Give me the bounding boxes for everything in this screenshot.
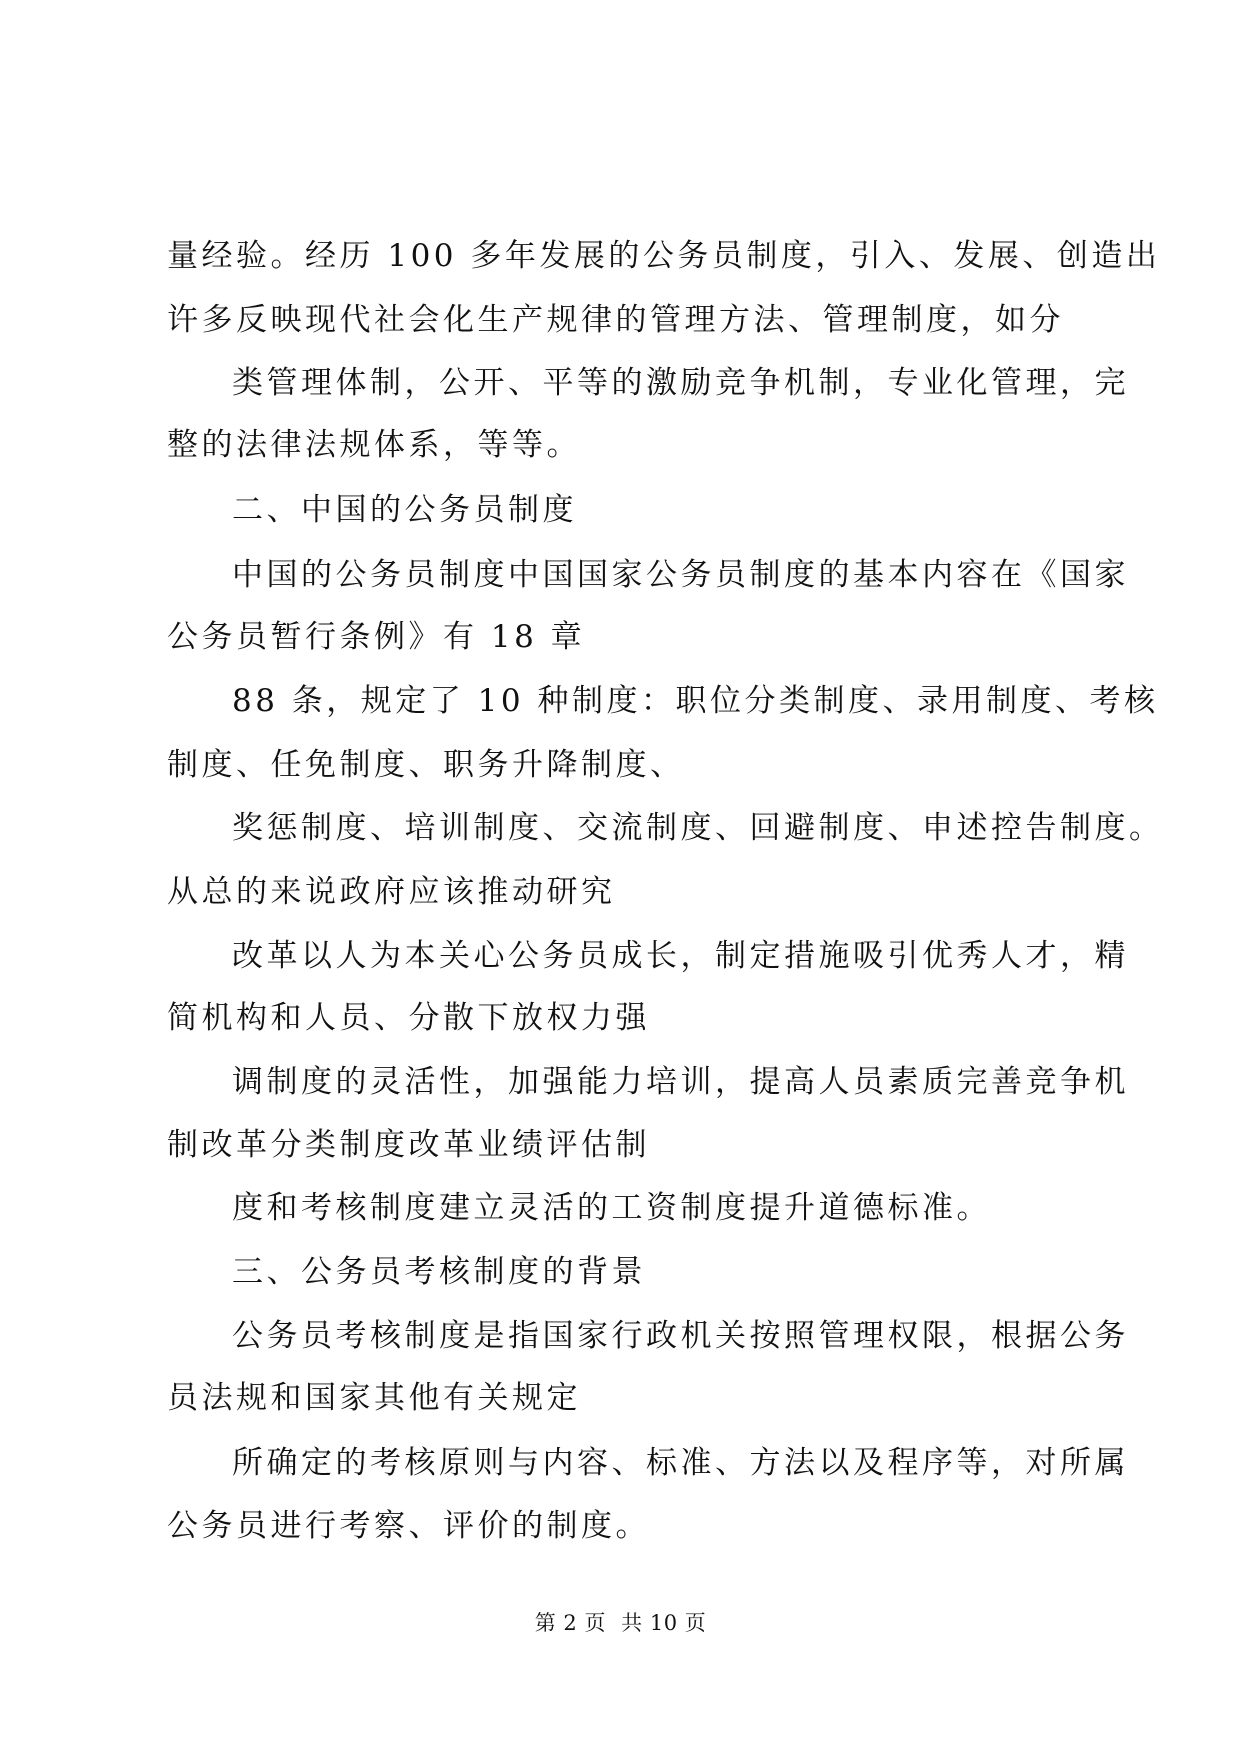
text-line: 员法规和国家其他有关规定 (167, 1380, 581, 1416)
text-line: 中国的公务员制度中国国家公务员制度的基本内容在《国家 (232, 557, 1129, 593)
text-line: 制改革分类制度改革业绩评估制 (167, 1127, 650, 1163)
text-line: 度和考核制度建立灵活的工资制度提升道德标准。 (232, 1190, 991, 1226)
text-line: 88 条，规定了 10 种制度：职位分类制度、录用制度、考核 (232, 683, 1159, 719)
page-footer (0, 1608, 1241, 1638)
text-line: 所确定的考核原则与内容、标准、方法以及程序等，对所属 (232, 1445, 1129, 1481)
text-line: 简机构和人员、分散下放权力强 (167, 1000, 650, 1036)
text-line: 许多反映现代社会化生产规律的管理方法、管理制度，如分 (167, 302, 1064, 338)
current-page-number: 第 2 页 (534, 1611, 606, 1635)
text-line: 奖惩制度、培训制度、交流制度、回避制度、申述控告制度。 (232, 810, 1164, 846)
section-heading: 三、公务员考核制度的背景 (232, 1254, 646, 1290)
text-line: 类管理体制，公开、平等的激励竞争机制，专业化管理，完 (232, 365, 1129, 401)
text-line: 从总的来说政府应该推动研究 (167, 874, 616, 910)
text-line: 公务员考核制度是指国家行政机关按照管理权限，根据公务 (232, 1318, 1129, 1354)
text-line: 改革以人为本关心公务员成长，制定措施吸引优秀人才，精 (232, 938, 1129, 974)
text-line: 调制度的灵活性，加强能力培训，提高人员素质完善竞争机 (232, 1064, 1129, 1100)
text-line: 制度、任免制度、职务升降制度、 (167, 747, 685, 783)
total-page-count: 共 10 页 (621, 1611, 707, 1635)
text-line: 整的法律法规体系，等等。 (167, 427, 581, 463)
text-line: 量经验。经历 100 多年发展的公务员制度，引入、发展、创造出 (167, 238, 1161, 274)
text-line: 公务员进行考察、评价的制度。 (167, 1508, 650, 1544)
section-heading: 二、中国的公务员制度 (232, 492, 577, 528)
text-line: 公务员暂行条例》有 18 章 (167, 619, 586, 655)
